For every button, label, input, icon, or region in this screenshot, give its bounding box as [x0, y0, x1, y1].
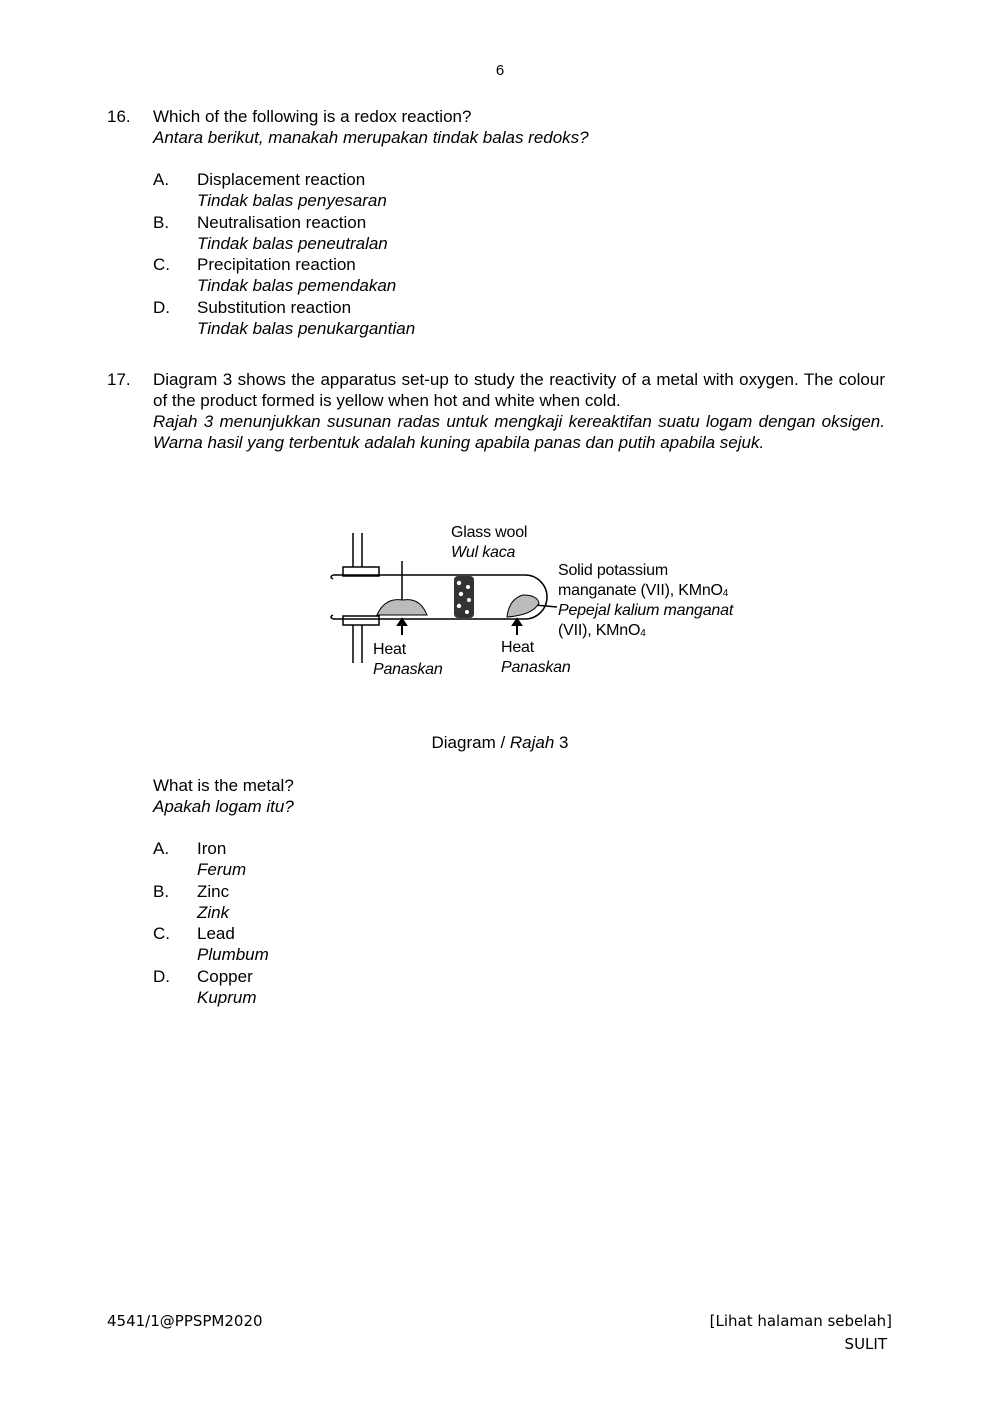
q17-option-c-ms: Plumbum — [197, 945, 269, 964]
q16-option-c-en: Precipitation reaction — [197, 255, 356, 274]
label-solid-line2: manganate (VII), KMnO$_4$ — [558, 582, 729, 599]
page-number: 6 — [495, 62, 505, 79]
tube-mouth-bottom — [331, 615, 333, 619]
question-17-intro-ms: Rajah 3 menunjukkan susunan radas untuk mengkaji kereaktifan suatu logam dengan oksigen. Warna hasil yang terbentuk adalah kuning apabila panas dan putih apabila sejuk. — [153, 412, 885, 452]
label-solid-ms-line2: (VII), KMnO$_4$ — [558, 622, 646, 639]
heat-arrowhead-right — [513, 619, 521, 625]
q16-option-c-ms: Tindak balas pemendakan — [197, 276, 397, 295]
label-solid-line1: Solid potassium — [558, 562, 668, 579]
footer-paper-code: 4541/1@PPSPM2020 — [107, 1312, 263, 1330]
label-heat-right-en: Heat — [501, 639, 534, 656]
q17-option-d-ms: Kuprum — [197, 988, 257, 1007]
q16-option-b-en: Neutralisation reaction — [197, 213, 367, 232]
kmno4-sample — [507, 595, 539, 617]
q16-option-a-letter: A. — [153, 170, 170, 189]
q17-option-a-ms: Ferum — [197, 860, 247, 879]
q17-option-c-letter: C. — [153, 924, 170, 943]
q16-option-c-letter: C. — [153, 255, 170, 274]
q16-option-d-letter: D. — [153, 298, 170, 317]
q17-option-b-en: Zinc — [197, 882, 230, 901]
q17-option-a-en: Iron — [197, 839, 227, 858]
label-solid-ms-line1: Pepejal kalium manganat — [558, 602, 734, 619]
q16-option-d-en: Substitution reaction — [197, 298, 352, 317]
tube-mouth-top — [331, 575, 333, 579]
q16-option-d-ms: Tindak balas penukargantian — [197, 319, 416, 338]
q17-option-a-letter: A. — [153, 839, 170, 858]
label-heat-right-ms: Panaskan — [501, 659, 571, 676]
kmno4-pointer-line — [535, 605, 557, 607]
q16-option-a-ms: Tindak balas penyesaran — [197, 191, 387, 210]
label-heat-left-ms: Panaskan — [373, 661, 443, 678]
footer-next-page: [Lihat halaman sebelah] — [709, 1312, 892, 1330]
label-glass-wool-ms: Wul kaca — [451, 544, 516, 561]
q17-option-d-en: Copper — [197, 967, 253, 986]
question-16-text-en: Which of the following is a redox reaction? — [153, 107, 472, 126]
clamp-lower — [343, 616, 379, 625]
diagram-caption: Diagram / Rajah 3 — [431, 733, 569, 752]
question-17-intro-en: Diagram 3 shows the apparatus set-up to study the reactivity of a metal with oxygen. The colour of the product formed is yellow when hot and white when cold. — [153, 370, 885, 410]
question-16-number: 16. — [107, 107, 131, 126]
q17-option-c-en: Lead — [197, 924, 235, 943]
question-17-text-en: What is the metal? — [153, 776, 294, 795]
q16-option-b-letter: B. — [153, 213, 170, 232]
label-heat-left-en: Heat — [373, 641, 406, 658]
q17-option-b-letter: B. — [153, 882, 170, 901]
metal-sample — [377, 600, 427, 615]
q17-option-b-ms: Zink — [197, 903, 230, 922]
question-17-number: 17. — [107, 370, 131, 389]
label-glass-wool-en: Glass wool — [451, 524, 528, 541]
diagram-3 — [325, 515, 785, 690]
heat-arrowhead-left — [398, 619, 406, 625]
q16-option-a-en: Displacement reaction — [197, 170, 366, 189]
question-17-text-ms: Apakah logam itu? — [153, 797, 294, 816]
q17-option-d-letter: D. — [153, 967, 170, 986]
q16-option-b-ms: Tindak balas peneutralan — [197, 234, 388, 253]
question-16-text-ms: Antara berikut, manakah merupakan tindak balas redoks? — [153, 128, 589, 147]
footer-classification: SULIT — [844, 1335, 887, 1353]
